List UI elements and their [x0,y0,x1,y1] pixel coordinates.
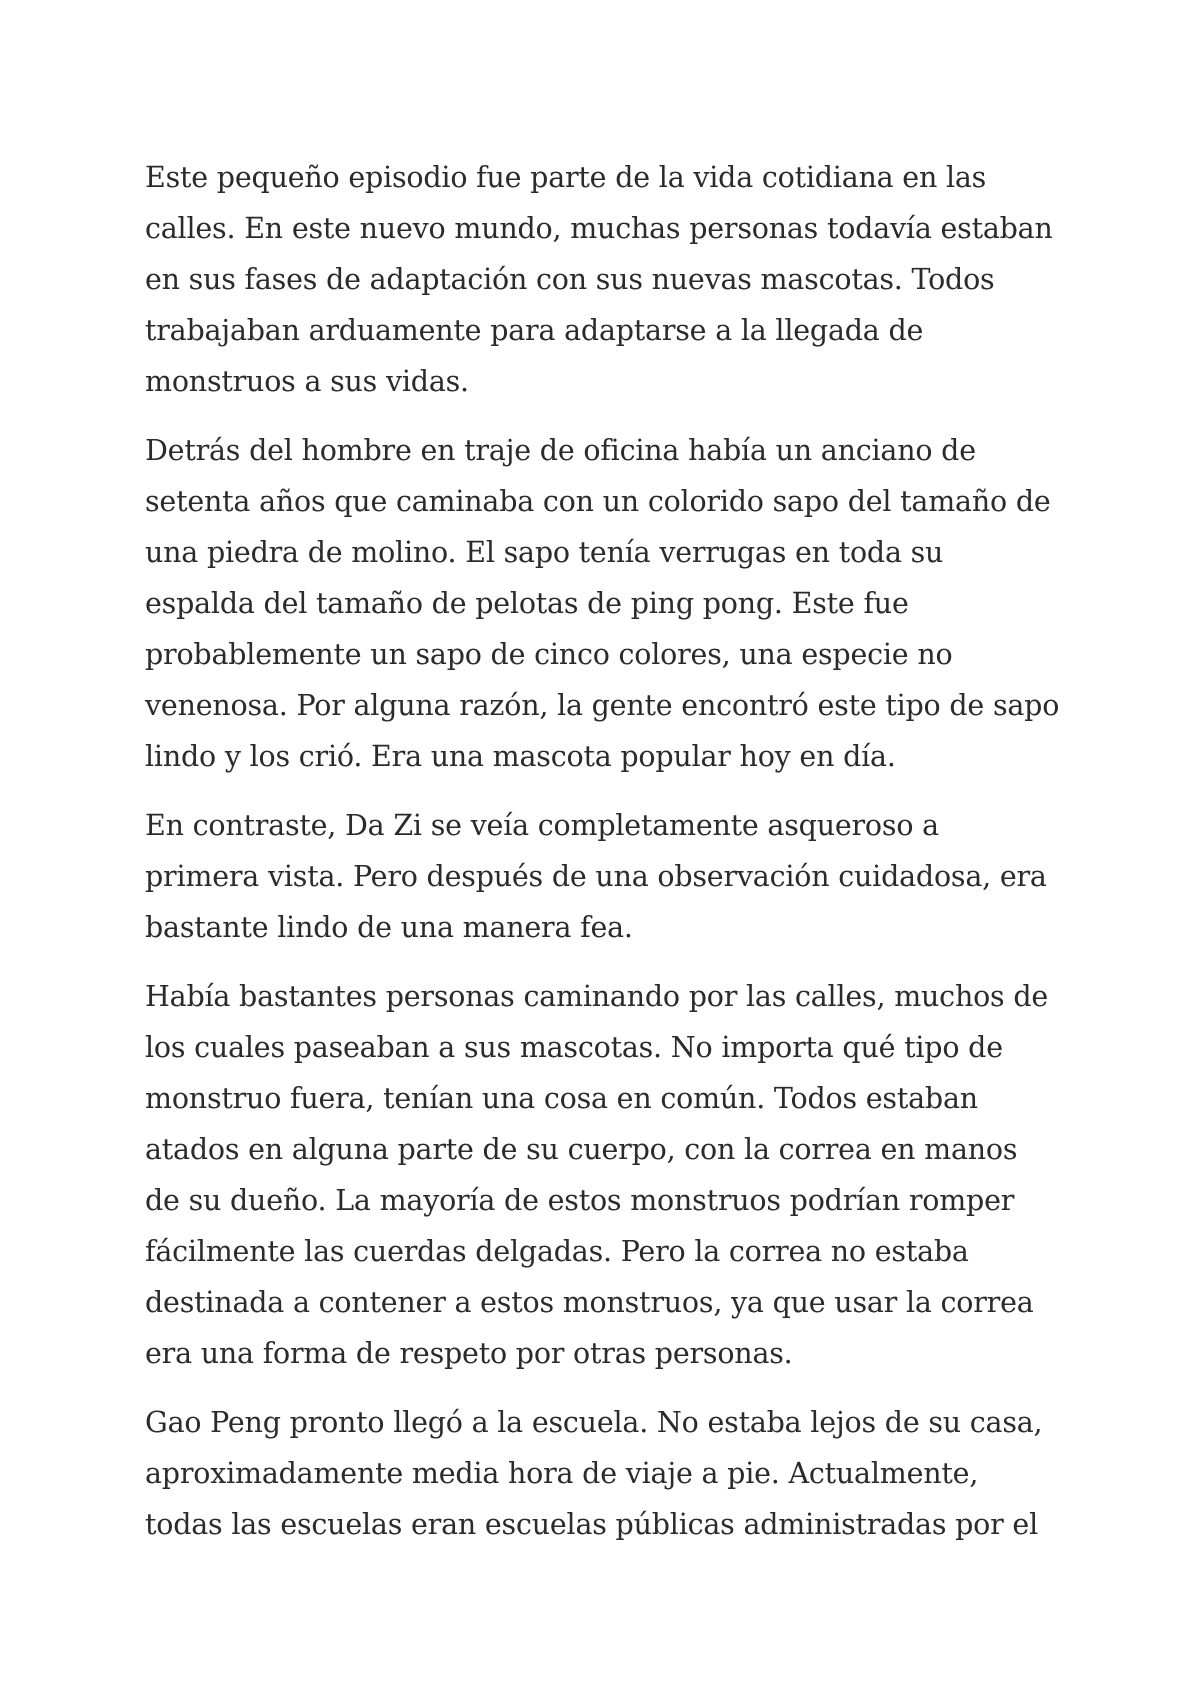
document-body [145,152,1060,1568]
paragraph-5: Gao Peng pronto llegó a la escuela. No estaba lejos de su casa, aproximadamente media hora de viaje a pie. Actualmente, todas las escuelas eran escuelas públicas administradas por el [145,1406,1043,1541]
paragraph-2: Detrás del hombre en traje de oficina había un anciano de setenta años que caminaba con un colorido sapo del tamaño de una piedra de molino. El sapo tenía verrugas en toda su espalda del tamaño de pelotas de ping pong. Este fue probablemente un sapo de cinco colores, una especie no venenosa. Por alguna razón, la gente encontró este tipo de sapo lindo y los crió. Era una mascota popular hoy en día. [145,434,1060,773]
paragraph-1: Este pequeño episodio fue parte de la vida cotidiana en las calles. En este nuevo mundo, muchas personas todavía estaban en sus fases de adaptación con sus nuevas mascotas. Todos trabajaban arduamente para adaptarse a la llegada de monstruos a sus vidas. [145,161,1053,398]
paragraph-4: Había bastantes personas caminando por las calles, muchos de los cuales paseaban a sus mascotas. No importa qué tipo de monstruo fuera, tenían una cosa en común. Todos estaban atados en alguna parte de su cuerpo, con la correa en manos de su dueño. La mayoría de estos monstruos podrían romper fácilmente las cuerdas delgadas. Pero la correa no estaba destinada a contener a estos monstruos, ya que usar la correa era una forma de respeto por otras personas. [145,980,1049,1370]
paragraph-3: En contraste, Da Zi se veía completamente asqueroso a primera vista. Pero después de una observación cuidadosa, era bastante lindo de una manera fea. [145,809,1047,944]
